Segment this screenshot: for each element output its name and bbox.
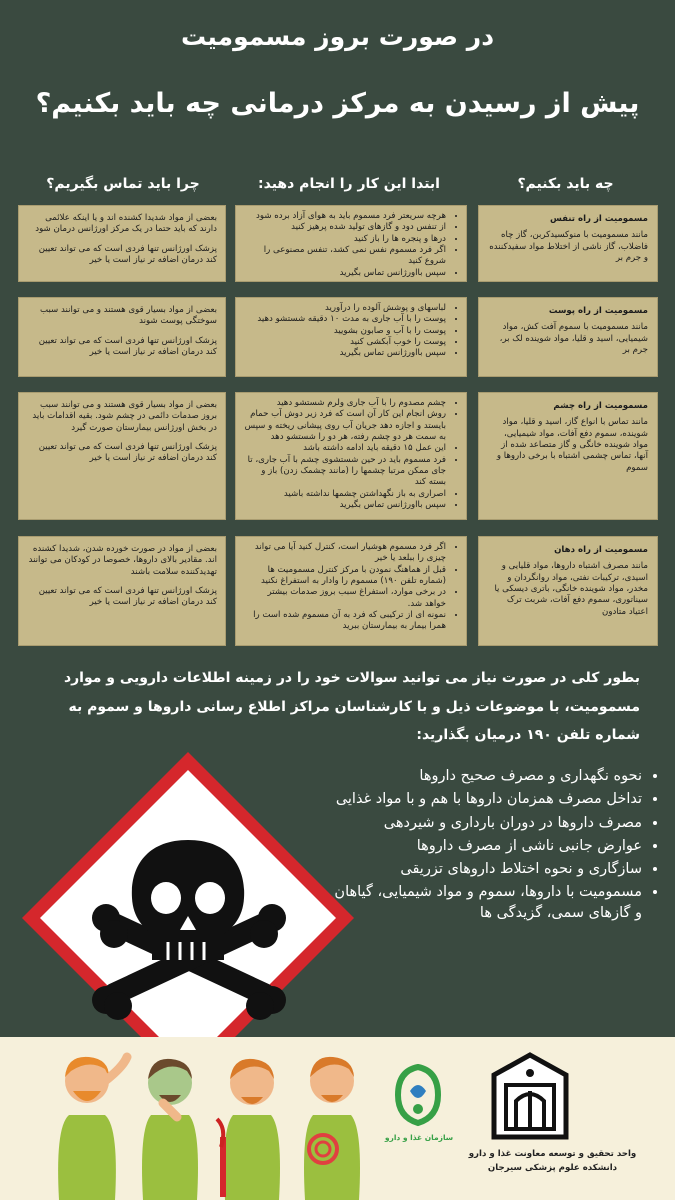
action-item: • پوست را با آب جاری به مدت ۱۰ دقیقه شستشو دهید: [244, 314, 446, 325]
page-subtitle: پیش از رسیدن به مرکز درمانی چه باید بکنیم؟: [35, 88, 640, 119]
column-header-do: ابتدا این کار را انجام دهید:: [258, 176, 440, 192]
action-item: • سپس بااورژانس تماس بگیرید: [244, 348, 446, 359]
reasons-box: [18, 297, 226, 377]
category-title: مسمومیت از راه تنفس: [549, 214, 648, 224]
category-title: مسمومیت از راه دهان: [554, 545, 648, 555]
category-description: مانند مصرف اشتباه داروها، مواد قلیایی و اسیدی، ترکیبات نفتی، مواد روانگردان و مخدر، مواد شوینده خانگی، باتری دیسکی یا سیناتوری، سموم دفع آفات، شربت ترک اعتیاد متادون: [494, 561, 648, 617]
food-drug-organization-label: سازمان غذا و دارو: [384, 1133, 454, 1142]
reasons-box: [18, 205, 226, 282]
action-item: • سپس بااورژانس تماس بگیرید: [244, 268, 446, 279]
reason-text: بعضی از مواد در صورت خورده شدن، شدیدا کشنده اند. مقادیر بالای داروها، خصوصا در کودکان می توانند تهدیدکننده سلامت باشند: [28, 544, 217, 577]
footer: [0, 1037, 675, 1200]
action-item: • پوست را خوب آبکشی کنید: [244, 337, 446, 348]
reason-text: پزشک اورژانس تنها فردی است که می تواند تعیین کند درمان اضافه تر نیاز است یا خیر: [38, 335, 217, 358]
topic-item: • عوارض جانبی ناشی از مصرف داروها: [330, 836, 642, 856]
category-description: مانند مسمومیت با سموم آفت کش، مواد شیمیایی، اسید و قلیا، مواد شوینده لک بر، جرم بر: [499, 322, 648, 356]
reasons-box: [18, 392, 226, 520]
category-box: [478, 392, 658, 520]
action-item: • سپس بااورژانس تماس بگیرید: [244, 500, 446, 511]
page-title: در صورت بروز مسمومیت: [180, 22, 495, 51]
topic-item: • مسمومیت با داروها، سموم و مواد شیمیایی، گیاهان و گازهای سمی، گزیدگی ها: [330, 882, 642, 923]
topic-item: • تداخل مصرف همزمان داروها با هم و با مواد غذایی: [330, 789, 642, 809]
action-item: • در برخی موارد، استفراغ سبب بروز صدمات بیشتر خواهد شد.: [244, 587, 446, 610]
actions-box: [235, 205, 467, 282]
topic-item: • نحوه نگهداری و مصرف صحیح داروها: [330, 766, 642, 786]
action-item: • اصراری به باز نگهداشتن چشمها نداشته باشید: [244, 489, 446, 500]
reason-text: بعضی از مواد بسیار قوی هستند و می توانند سبب بروز صدمات دائمی در چشم شود. بقیه اقدامات باید در بخش اورژانس بیمارستان صورت گیرد: [32, 400, 217, 433]
action-item: • اگر فرد مسموم هوشیار است، کنترل کنید آیا می تواند چیزی را ببلعد یا خیر: [244, 542, 446, 565]
actions-box: [235, 536, 467, 646]
category-description: مانند تماس با انواع گاز، اسید و قلیا، مواد شوینده، سموم دفع آفات، مواد شیمیایی، مواد شوینده خانگی و گاز متصاعد شده از آنها، تماس چشمی اشتباه با برخی داروها و سموم: [496, 417, 648, 473]
action-item: • فرد مسموم باید در حین شستشوی چشم با آب جاری، تا جای ممکن مرتبا چشمها را (مانند چشمک زدن) باز و بسته کند: [244, 455, 446, 489]
topic-item: • مصرف داروها در دوران بارداری و شیردهی: [330, 813, 642, 833]
action-item: • پوست را با آب و صابون بشویید: [244, 326, 446, 337]
actions-box: [235, 392, 467, 520]
action-item: • قبل از هماهنگ نمودن با مرکز کنترل مسمومیت ها (شماره تلفن ۱۹۰) مسموم را وادار به استفراغ نکنید: [244, 565, 446, 588]
reason-text: بعضی از مواد شدیدا کشنده اند و یا اینکه علائمی دارند که باید حتما در یک مرکز اورژانس درمان شود: [35, 213, 217, 235]
action-item: • هرچه سریعتر فرد مسموم باید به هوای آزاد برده شود: [244, 211, 446, 222]
category-title: مسمومیت از راه پوست: [548, 306, 648, 316]
action-item: • از تنفس دود و گازهای تولید شده پرهیز کنید: [244, 222, 446, 233]
category-box: [478, 536, 658, 646]
actions-box: [235, 297, 467, 377]
reason-text: پزشک اورژانس تنها فردی است که می تواند تعیین کند درمان اضافه تر نیاز است یا خیر: [38, 586, 217, 608]
university-unit-label: واحد تحقیق و توسعه معاونت غذا و دارو: [468, 1149, 637, 1159]
reason-text: پزشک اورژانس تنها فردی است که می تواند تعیین کند درمان اضافه تر نیاز است یا خیر: [38, 243, 217, 266]
action-item: • روش انجام این کار آن است که فرد زیر دوش آب حمام بایستد و اجازه دهد جریان آب روی پیشانی ریخته و سپس به سمت هر دو چشم رفته، هر دو را شستشو دهد: [244, 409, 446, 443]
action-item: • لباسهای و پوشش آلوده را درآورید: [244, 303, 446, 314]
column-header-why: چرا باید تماس بگیریم؟: [46, 176, 200, 192]
column-header-what: چه باید بکنیم؟: [517, 176, 614, 192]
food-drug-organization-logo-icon: [388, 1061, 448, 1131]
category-description: مانند مسمومیت با منوکسیدکربن، گاز چاه فاضلاب، گاز ناشی از اختلاط مواد سفیدکننده و جرم بر: [489, 230, 648, 264]
university-name-label: دانشکده علوم پزشکی سیرجان: [487, 1163, 618, 1173]
reason-text: پزشک اورژانس تنها فردی است که می تواند تعیین کند درمان اضافه تر نیاز است یا خیر: [38, 442, 217, 464]
sick-people-illustration: [45, 1037, 375, 1200]
reason-text: بعضی از مواد بسیار قوی هستند و می توانند سبب سوختگی پوست شوند: [40, 305, 217, 327]
action-item: • نمونه ای از ترکیبی که فرد به آن مسموم شده است را همرا بیمار به بیمارستان ببرید: [244, 610, 446, 633]
category-box: [478, 205, 658, 282]
category-box: [478, 297, 658, 377]
action-item: • اگر فرد مسموم نفس نمی کشد، تنفس مصنوعی را شروع کنید: [244, 245, 446, 268]
topic-item: • سازگاری و نحوه اختلاط داروهای تزریقی: [330, 859, 642, 879]
topics-list: [330, 766, 660, 926]
summary-text: بطور کلی در صورت نیاز می توانید سوالات خود را در زمینه اطلاعات دارویی و موارد مسمومیت، با موضوعات ذیل و با کارشناسان مراکز اطلاع رسانی داروها و سموم به شماره تلفن ۱۹۰ درمیان بگذارید:: [63, 670, 640, 744]
action-item: • این عمل ۱۵ دقیقه باید ادامه داشته باشد: [244, 443, 446, 454]
action-item: • چشم مصدوم را با آب جاری ولرم شستشو دهید: [244, 398, 446, 409]
university-emblem-icon: [490, 1051, 570, 1141]
category-title: مسمومیت از راه چشم: [553, 401, 648, 411]
action-item: • درها و پنجره ها را باز کنید: [244, 234, 446, 245]
reasons-box: [18, 536, 226, 646]
